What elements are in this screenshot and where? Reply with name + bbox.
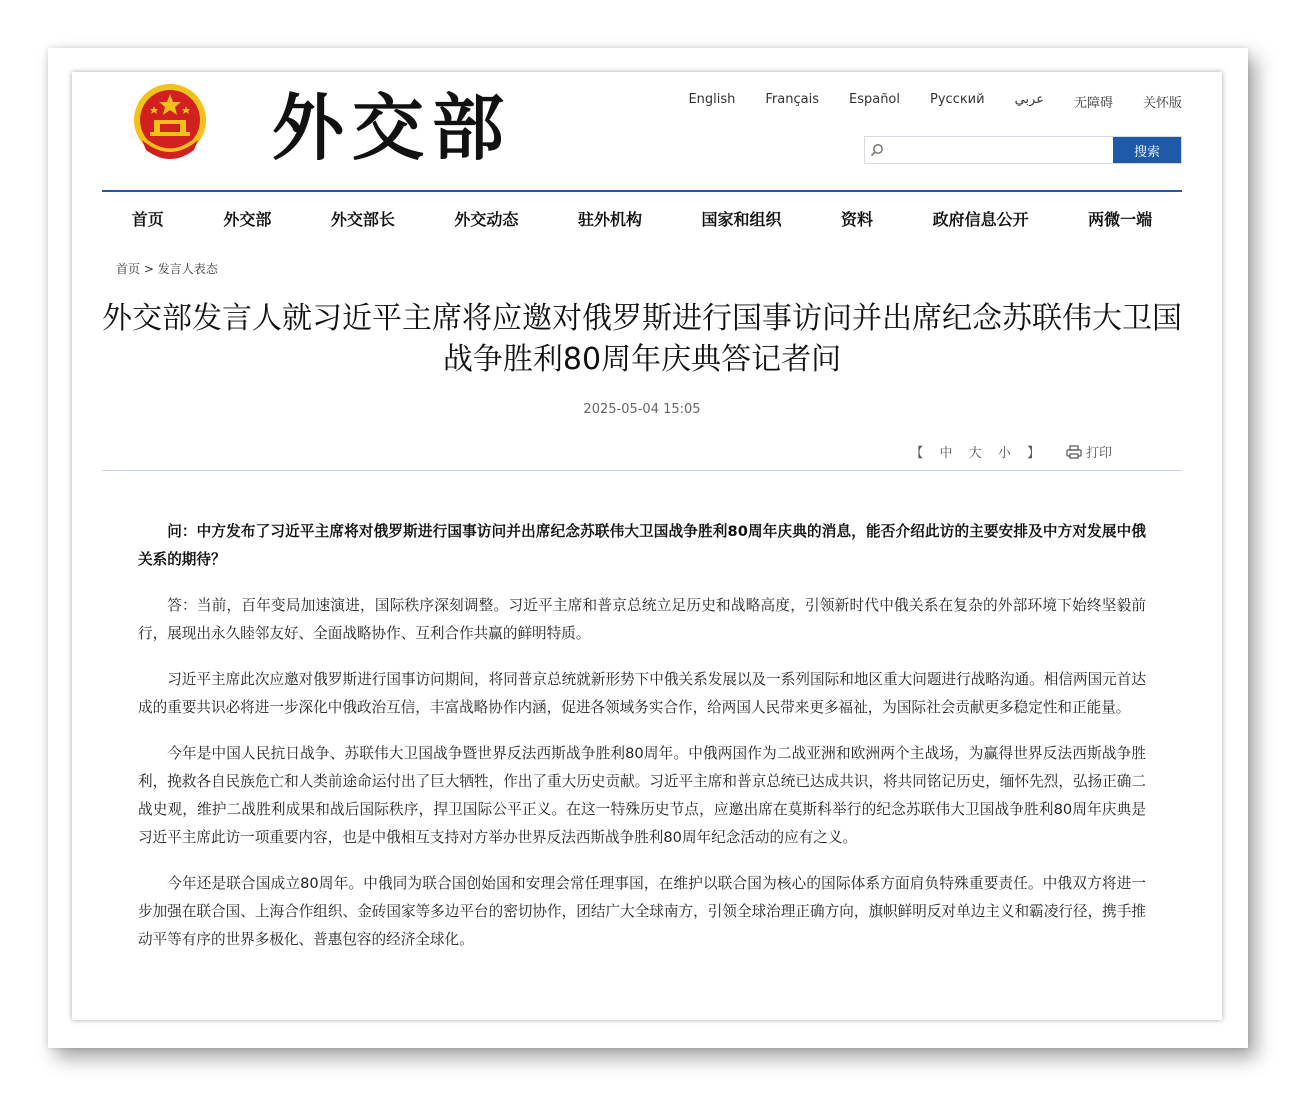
font-size-bracket-close: 】 — [1026, 446, 1040, 461]
article-question: 问：中方发布了习近平主席将对俄罗斯进行国事访问并出席纪念苏联伟大卫国战争胜利80周年庆典的消息，能否介绍此访的主要安排及中方对发展中俄关系的期待？ — [138, 523, 1146, 568]
search-icon — [865, 137, 889, 163]
font-size-large-button[interactable]: 中 — [939, 446, 953, 461]
article-paragraph: 习近平主席此次应邀对俄罗斯进行国事访问期间，将同普京总统就新形势下中俄关系发展以及一系列国际和地区重大问题进行战略沟通。相信两国元首达成的重要共识必将进一步深化中俄政治互信，丰富战略协作内涵，促进各领域务实合作，给两国人民带来更多福祉，为国际社会贡献更多稳定性和正能量。 — [138, 671, 1146, 716]
nav-item-home[interactable]: 首页 — [131, 209, 164, 229]
printer-icon — [1066, 445, 1082, 459]
breadcrumb-home-link[interactable]: 首页 — [116, 262, 141, 276]
article-date: 2025-05-04 15:05 — [583, 402, 701, 417]
article-paragraph: 答：当前，百年变局加速演进，国际秩序深刻调整。习近平主席和普京总统立足历史和战略高度，引领新时代中俄关系在复杂的外部环境下始终坚毅前行，展现出永久睦邻友好、全面战略协作、互利合作共赢的鲜明特质。 — [138, 597, 1146, 642]
print-label: 打印 — [1085, 446, 1112, 461]
lang-french-link[interactable]: Français — [765, 92, 819, 107]
breadcrumb-separator: > — [143, 262, 154, 276]
font-size-small-button[interactable]: 小 — [997, 446, 1011, 461]
lang-arabic-link[interactable]: عربي — [1014, 92, 1044, 107]
elder-care-mode-link[interactable]: 关怀版 — [1142, 96, 1182, 111]
search-input[interactable] — [889, 137, 1113, 163]
site-logo[interactable]: 外交部 — [272, 85, 513, 170]
print-button[interactable] — [1066, 442, 1112, 461]
national-emblem-icon[interactable] — [130, 80, 210, 164]
article-paragraph: 今年是中国人民抗日战争、苏联伟大卫国战争暨世界反法西斯战争胜利80周年。中俄两国作为二战亚洲和欧洲两个主战场，为赢得世界反法西斯战争胜利，挽救各自民族危亡和人类前途命运付出了巨大牺牲，作出了重大历史贡献。习近平主席和普京总统已达成共识，将共同铭记历史，缅怀先烈，弘扬正确二战史观，维护二战胜利成果和战后国际秩序，捍卫国际公平正义。在这一特殊历史节点，应邀出席在莫斯科举行的纪念苏联伟大卫国战争胜利80周年庆典是习近平主席此访一项重要内容，也是中俄相互支持对方举办世界反法西斯战争胜利80周年纪念活动的应有之义。 — [138, 745, 1146, 846]
article-body — [138, 518, 1146, 972]
search-box — [864, 136, 1182, 164]
nav-item-countries-organizations[interactable]: 国家和组织 — [701, 209, 782, 229]
font-size-bracket-open: 【 — [910, 446, 924, 461]
article-title: 外交部发言人就习近平主席将应邀对俄罗斯进行国事访问并出席纪念苏联伟大卫国战争胜利80周年庆典答记者问 — [102, 301, 1182, 377]
lang-spanish-link[interactable]: Español — [848, 92, 900, 107]
title-divider — [102, 470, 1182, 471]
lang-russian-link[interactable]: Русский — [930, 92, 985, 107]
nav-item-missions-abroad[interactable]: 驻外机构 — [577, 209, 642, 229]
font-size-medium-button[interactable]: 大 — [968, 446, 982, 461]
font-size-selector — [904, 442, 1046, 461]
language-bar — [658, 92, 1182, 111]
article-paragraph: 今年还是联合国成立80周年。中俄同为联合国创始国和安理会常任理事国，在维护以联合国为核心的国际体系方面肩负特殊重要责任。中俄双方将进一步加强在联合国、上海合作组织、金砖国家等多边平台的密切协作，团结广大全球南方，引领全球治理正确方向，旗帜鲜明反对单边主义和霸凌行径，携手推动平等有序的世界多极化、普惠包容的经济全球化。 — [138, 875, 1146, 948]
browser-viewport — [72, 72, 1222, 1020]
nav-item-minister[interactable]: 外交部长 — [330, 209, 395, 229]
nav-item-social-media[interactable]: 两微一端 — [1088, 209, 1153, 229]
search-button[interactable]: 搜索 — [1113, 137, 1181, 163]
accessibility-link[interactable]: 无障碍 — [1073, 96, 1113, 111]
nav-item-diplomatic-news[interactable]: 外交动态 — [454, 209, 519, 229]
breadcrumb-current-link[interactable]: 发言人表态 — [157, 262, 218, 276]
article-tools — [904, 442, 1112, 461]
nav-item-resources[interactable]: 资料 — [841, 209, 874, 229]
breadcrumb — [116, 260, 218, 277]
lang-english-link[interactable]: English — [688, 92, 736, 107]
main-nav — [102, 190, 1182, 240]
nav-item-ministry[interactable]: 外交部 — [223, 209, 272, 229]
nav-item-government-info[interactable]: 政府信息公开 — [932, 209, 1029, 229]
